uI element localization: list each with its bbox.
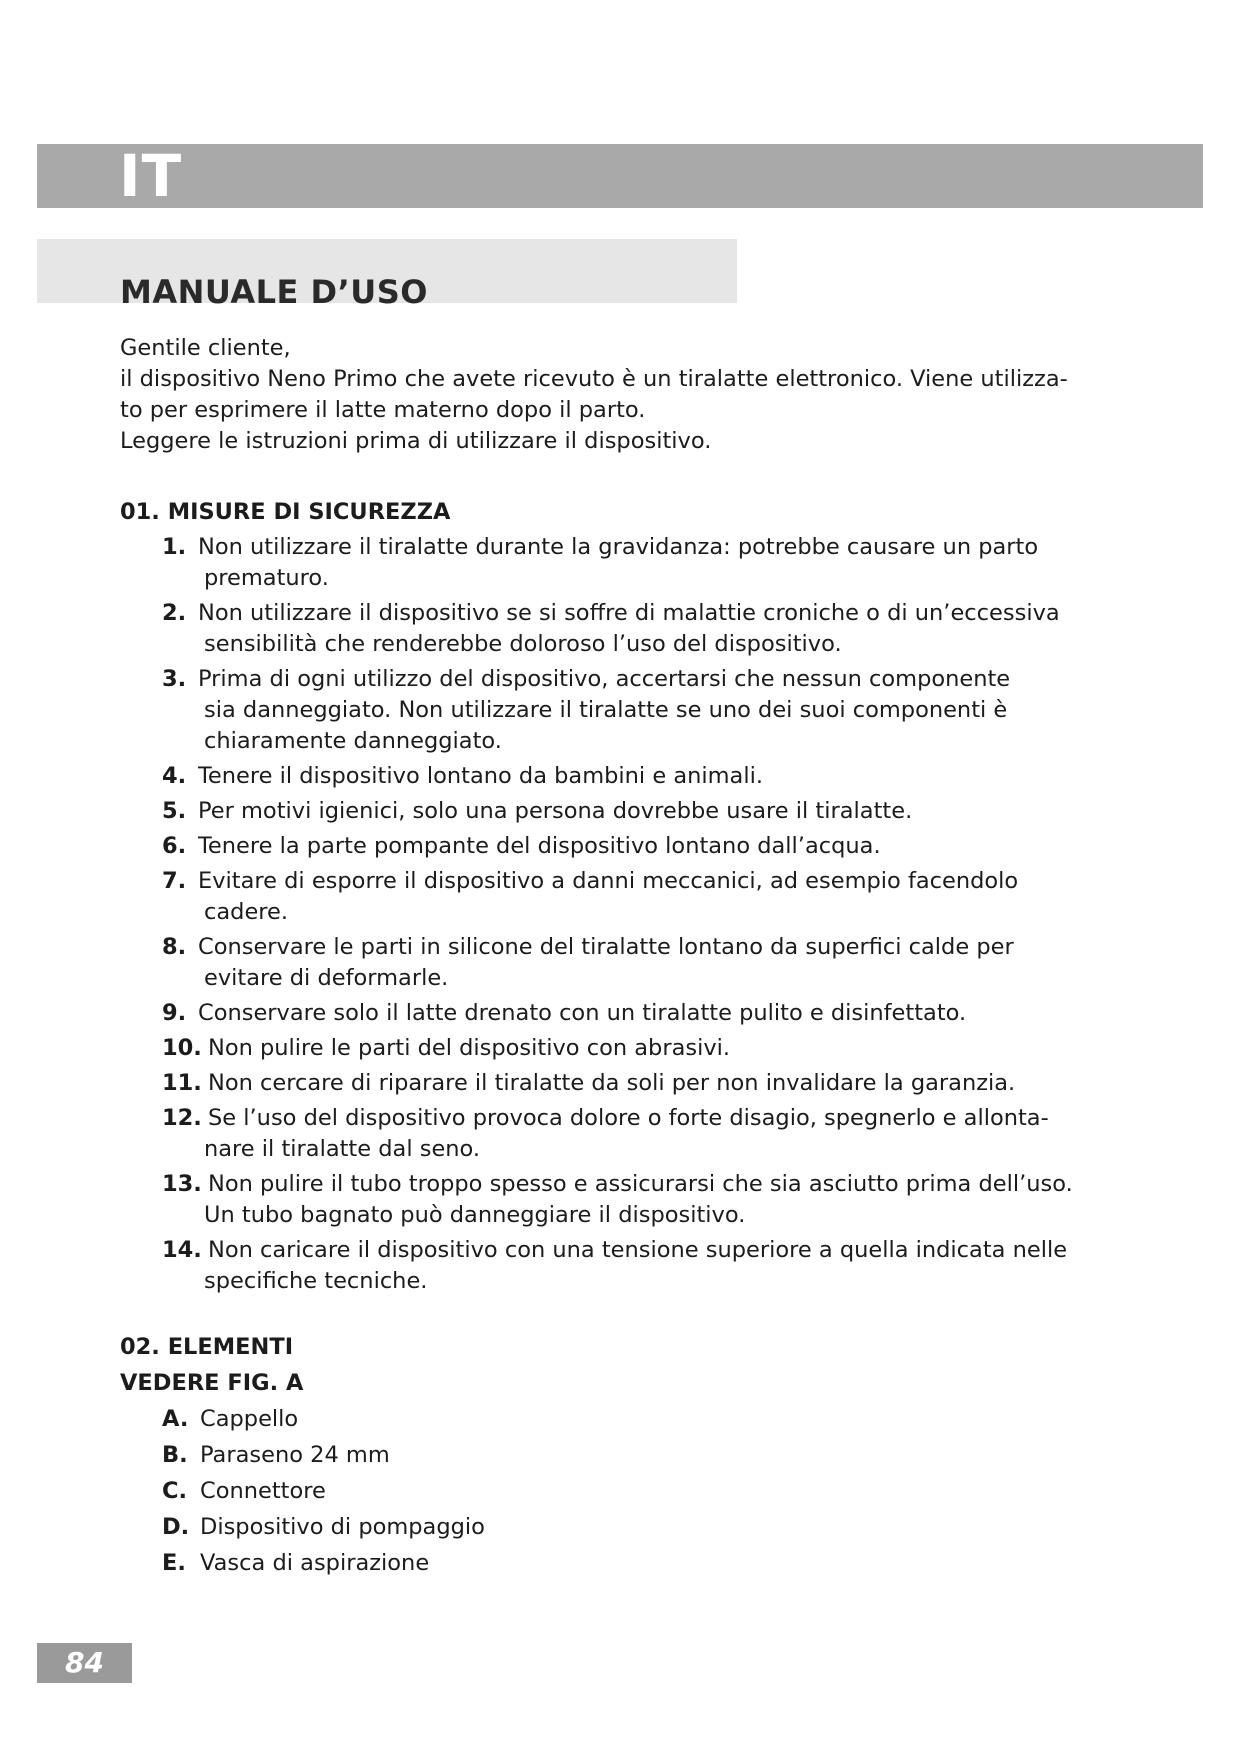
element-item-letter: D.	[162, 1514, 190, 1540]
safety-item	[162, 598, 1130, 660]
safety-item-line: Non caricare il dispositivo con una tensione superiore a quella indicata nelle	[208, 1237, 1068, 1263]
elements-section	[120, 1329, 1130, 1581]
safety-item-continuation: sensibilità che renderebbe doloroso l’uso del dispositivo.	[204, 631, 842, 657]
safety-section-heading: 01. MISURE DI SICUREZZA	[120, 499, 451, 525]
safety-item-number: 12.	[162, 1105, 202, 1131]
elements-list	[120, 1401, 1130, 1581]
language-banner	[37, 144, 1203, 208]
element-item	[162, 1401, 1130, 1437]
intro-line-1: il dispositivo Neno Primo che avete ricevuto è un tiralatte elettronico. Viene utilizza-	[120, 366, 1068, 392]
element-item-letter: E.	[162, 1550, 186, 1576]
safety-item	[162, 998, 1130, 1029]
safety-item-number: 8.	[162, 934, 187, 960]
safety-item-continuation: cadere.	[204, 899, 289, 925]
element-item	[162, 1545, 1130, 1581]
element-item	[162, 1437, 1130, 1473]
safety-item-text	[204, 1103, 1130, 1165]
safety-item-continuation: prematuro.	[204, 565, 329, 591]
safety-item	[162, 1068, 1130, 1099]
safety-item	[162, 932, 1130, 994]
safety-item	[162, 866, 1130, 928]
safety-item-text	[198, 866, 1130, 928]
safety-item-line: Se l’uso del dispositivo provoca dolore o forte disagio, spegnerlo e allonta-	[208, 1105, 1049, 1131]
intro-line-3: Leggere le istruzioni prima di utilizzare il dispositivo.	[120, 428, 712, 454]
safety-item-line: Conservare solo il latte drenato con un tiralatte pulito e disinfettato.	[198, 1000, 967, 1026]
safety-item-text	[198, 998, 1130, 1029]
element-item-label: Dispositivo di pompaggio	[200, 1514, 485, 1540]
safety-item-continuation: chiaramente danneggiato.	[204, 728, 502, 754]
safety-item	[162, 761, 1130, 792]
safety-item-text	[198, 664, 1130, 757]
element-item-label: Cappello	[200, 1406, 299, 1432]
intro-paragraph	[120, 333, 1130, 457]
element-item-label: Paraseno 24 mm	[200, 1442, 390, 1468]
safety-item-line: Prima di ogni utilizzo del dispositivo, accertarsi che nessun componente	[198, 666, 1011, 692]
safety-item-line: Evitare di esporre il dispositivo a danni meccanici, ad esempio facendolo	[198, 868, 1019, 894]
language-code: IT	[119, 142, 183, 210]
safety-item-continuation: sia danneggiato. Non utilizzare il tiralatte se uno dei suoi componenti è	[204, 697, 1008, 723]
safety-item-line: Per motivi igienici, solo una persona dovrebbe usare il tiralatte.	[198, 798, 913, 824]
safety-item-number: 9.	[162, 1000, 187, 1026]
safety-item	[162, 1235, 1130, 1297]
safety-item-number: 2.	[162, 600, 187, 626]
safety-item-number: 14.	[162, 1237, 202, 1263]
safety-item-line: Non pulire il tubo troppo spesso e assicurarsi che sia asciutto prima dell’uso.	[208, 1171, 1073, 1197]
safety-item	[162, 831, 1130, 862]
safety-item-number: 3.	[162, 666, 187, 692]
safety-item-text	[208, 1033, 1130, 1064]
element-item-label: Connettore	[200, 1478, 326, 1504]
safety-item-continuation: specifiche tecniche.	[204, 1268, 428, 1294]
safety-item-text	[208, 1068, 1130, 1099]
safety-item-text	[198, 761, 1130, 792]
safety-item	[162, 796, 1130, 827]
safety-item	[162, 532, 1130, 594]
safety-item-number: 7.	[162, 868, 187, 894]
safety-item-line: Non cercare di riparare il tiralatte da soli per non invalidare la garanzia.	[208, 1070, 1016, 1096]
safety-item	[162, 1169, 1130, 1231]
safety-item-line: Tenere la parte pompante del dispositivo lontano dall’acqua.	[198, 833, 881, 859]
safety-item-text	[198, 831, 1130, 862]
elements-figure-reference: VEDERE FIG. A	[120, 1370, 304, 1396]
safety-item-number: 5.	[162, 798, 187, 824]
intro-greeting: Gentile cliente,	[120, 335, 291, 361]
safety-item-number: 13.	[162, 1171, 202, 1197]
element-item	[162, 1473, 1130, 1509]
element-item-letter: C.	[162, 1478, 188, 1504]
safety-item-continuation: Un tubo bagnato può danneggiare il dispositivo.	[204, 1202, 746, 1228]
safety-item-continuation: evitare di deformarle.	[204, 965, 449, 991]
element-item	[162, 1509, 1130, 1545]
safety-item-text	[204, 1235, 1130, 1297]
intro-line-2: to per esprimere il latte materno dopo il parto.	[120, 397, 646, 423]
page-content	[120, 333, 1130, 1581]
element-item-letter: B.	[162, 1442, 188, 1468]
safety-item-number: 6.	[162, 833, 187, 859]
safety-item-text	[204, 1169, 1130, 1231]
safety-item	[162, 664, 1130, 757]
safety-item-line: Conservare le parti in silicone del tiralatte lontano da superfici calde per	[198, 934, 1014, 960]
safety-item-line: Non pulire le parti del dispositivo con abrasivi.	[208, 1035, 731, 1061]
manual-title: MANUALE D’USO	[120, 273, 428, 312]
safety-item-number: 4.	[162, 763, 187, 789]
safety-item-text	[198, 532, 1130, 594]
title-banner	[37, 239, 737, 312]
safety-item-line: Non utilizzare il dispositivo se si soffre di malattie croniche o di un’eccessiva	[198, 600, 1060, 626]
element-item-letter: A.	[162, 1406, 189, 1432]
safety-item-number: 10.	[162, 1035, 202, 1061]
safety-item-number: 11.	[162, 1070, 202, 1096]
elements-section-heading: 02. ELEMENTI	[120, 1334, 294, 1360]
safety-item-text	[198, 598, 1130, 660]
safety-item-line: Tenere il dispositivo lontano da bambini e animali.	[198, 763, 763, 789]
safety-item	[162, 1103, 1130, 1165]
safety-item	[162, 1033, 1130, 1064]
page-number: 84	[37, 1643, 132, 1683]
safety-item-text	[198, 932, 1130, 994]
safety-item-number: 1.	[162, 534, 187, 560]
safety-list	[120, 532, 1130, 1297]
element-item-label: Vasca di aspirazione	[200, 1550, 430, 1576]
safety-item-continuation: nare il tiralatte dal seno.	[204, 1136, 481, 1162]
safety-item-line: Non utilizzare il tiralatte durante la gravidanza: potrebbe causare un parto	[198, 534, 1039, 560]
safety-item-text	[198, 796, 1130, 827]
